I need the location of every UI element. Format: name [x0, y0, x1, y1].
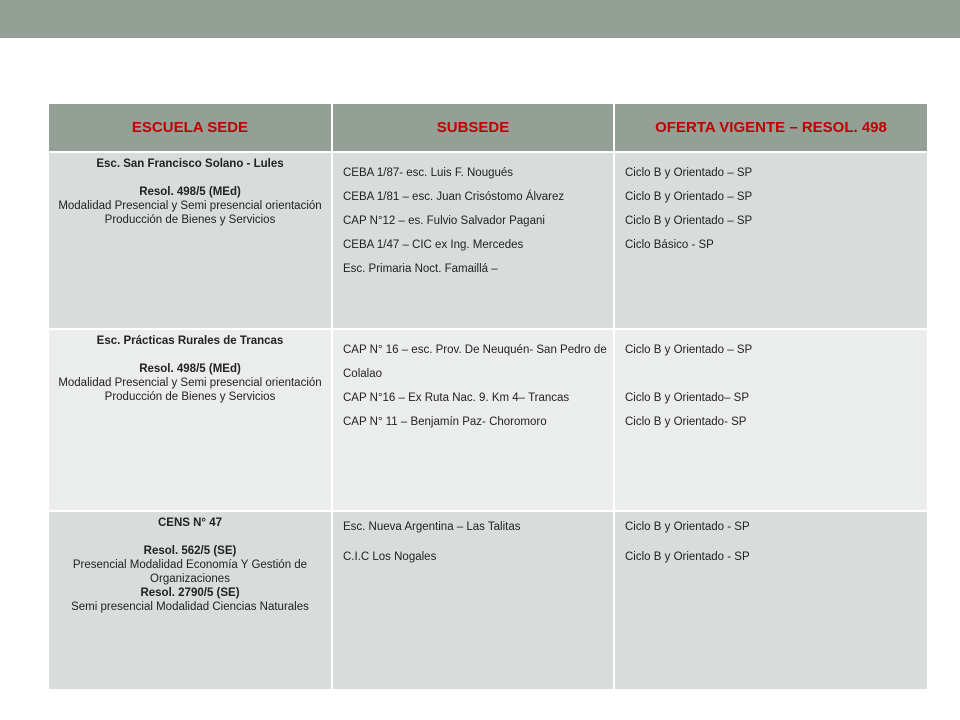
- school-description: Modalidad Presencial y Semi presencial orientación Producción de Bienes y Servicios: [58, 377, 322, 403]
- subsede-item: CEBA 1/87- esc. Luis F. Nougués: [343, 167, 514, 179]
- subsede-item: CEBA 1/81 – esc. Juan Crisóstomo Álvarez: [343, 191, 565, 203]
- subsede-item: C.I.C Los Nogales: [343, 551, 437, 563]
- table-header-row: [48, 103, 928, 152]
- oferta-item: Ciclo B y Orientado – SP: [625, 167, 753, 179]
- school-name: Esc. San Francisco Solano - Lules: [96, 158, 284, 170]
- resolution-secondary: Resol. 2790/5 (SE): [140, 587, 240, 599]
- subsede-item: Esc. Primaria Noct. Famaillá –: [343, 263, 498, 275]
- oferta-cell: [614, 152, 928, 329]
- header-escuela-sede: ESCUELA SEDE: [48, 103, 332, 152]
- subsede-item: CAP N°12 – es. Fulvio Salvador Pagani: [343, 215, 545, 227]
- resolution: Resol. 498/5 (MEd): [139, 363, 241, 375]
- school-cell: [48, 329, 332, 511]
- school-description: Modalidad Presencial y Semi presencial orientación Producción de Bienes y Servicios: [58, 200, 322, 226]
- subsede-cell: [332, 329, 614, 511]
- oferta-item: Ciclo B y Orientado- SP: [625, 416, 747, 428]
- subsede-item: CAP N° 11 – Benjamín Paz- Choromoro: [343, 416, 547, 428]
- oferta-item: Ciclo Básico - SP: [625, 239, 714, 251]
- table-row: [48, 329, 928, 511]
- subsede-cell: [332, 511, 614, 690]
- oferta-item: Ciclo B y Orientado – SP: [625, 215, 753, 227]
- oferta-item: Ciclo B y Orientado - SP: [625, 551, 750, 563]
- school-description-secondary: Semi presencial Modalidad Ciencias Naturales: [71, 601, 309, 613]
- table-row: [48, 152, 928, 329]
- oferta-item: Ciclo B y Orientado – SP: [625, 191, 753, 203]
- oferta-item: Ciclo B y Orientado – SP: [625, 344, 753, 356]
- school-cell: [48, 511, 332, 690]
- school-description: Presencial Modalidad Economía Y Gestión de Organizaciones: [72, 559, 308, 585]
- school-name: Esc. Prácticas Rurales de Trancas: [96, 335, 284, 347]
- top-bar: [0, 0, 960, 38]
- subsede-item: CAP N°16 – Ex Ruta Nac. 9. Km 4– Trancas: [343, 392, 570, 404]
- oferta-cell: [614, 329, 928, 511]
- schools-table: [47, 102, 929, 691]
- oferta-cell: [614, 511, 928, 690]
- subsede-item: CAP N° 16 – esc. Prov. De Neuquén- San Pedro de Colalao: [343, 344, 607, 380]
- school-cell: [48, 152, 332, 329]
- spacer: [625, 362, 921, 386]
- table-row: [48, 511, 928, 690]
- subsede-cell: [332, 152, 614, 329]
- oferta-item: Ciclo B y Orientado - SP: [625, 521, 750, 533]
- header-subsede: SUBSEDE: [332, 103, 614, 152]
- resolution: Resol. 498/5 (MEd): [139, 186, 241, 198]
- resolution: Resol. 562/5 (SE): [143, 545, 237, 557]
- subsede-item: Esc. Nueva Argentina – Las Talitas: [343, 521, 521, 533]
- header-oferta-vigente: OFERTA VIGENTE – RESOL. 498: [614, 103, 928, 152]
- subsede-item: CEBA 1/47 – CIC ex Ing. Mercedes: [343, 239, 524, 251]
- school-name: CENS N° 47: [157, 517, 223, 529]
- oferta-item: Ciclo B y Orientado– SP: [625, 392, 750, 404]
